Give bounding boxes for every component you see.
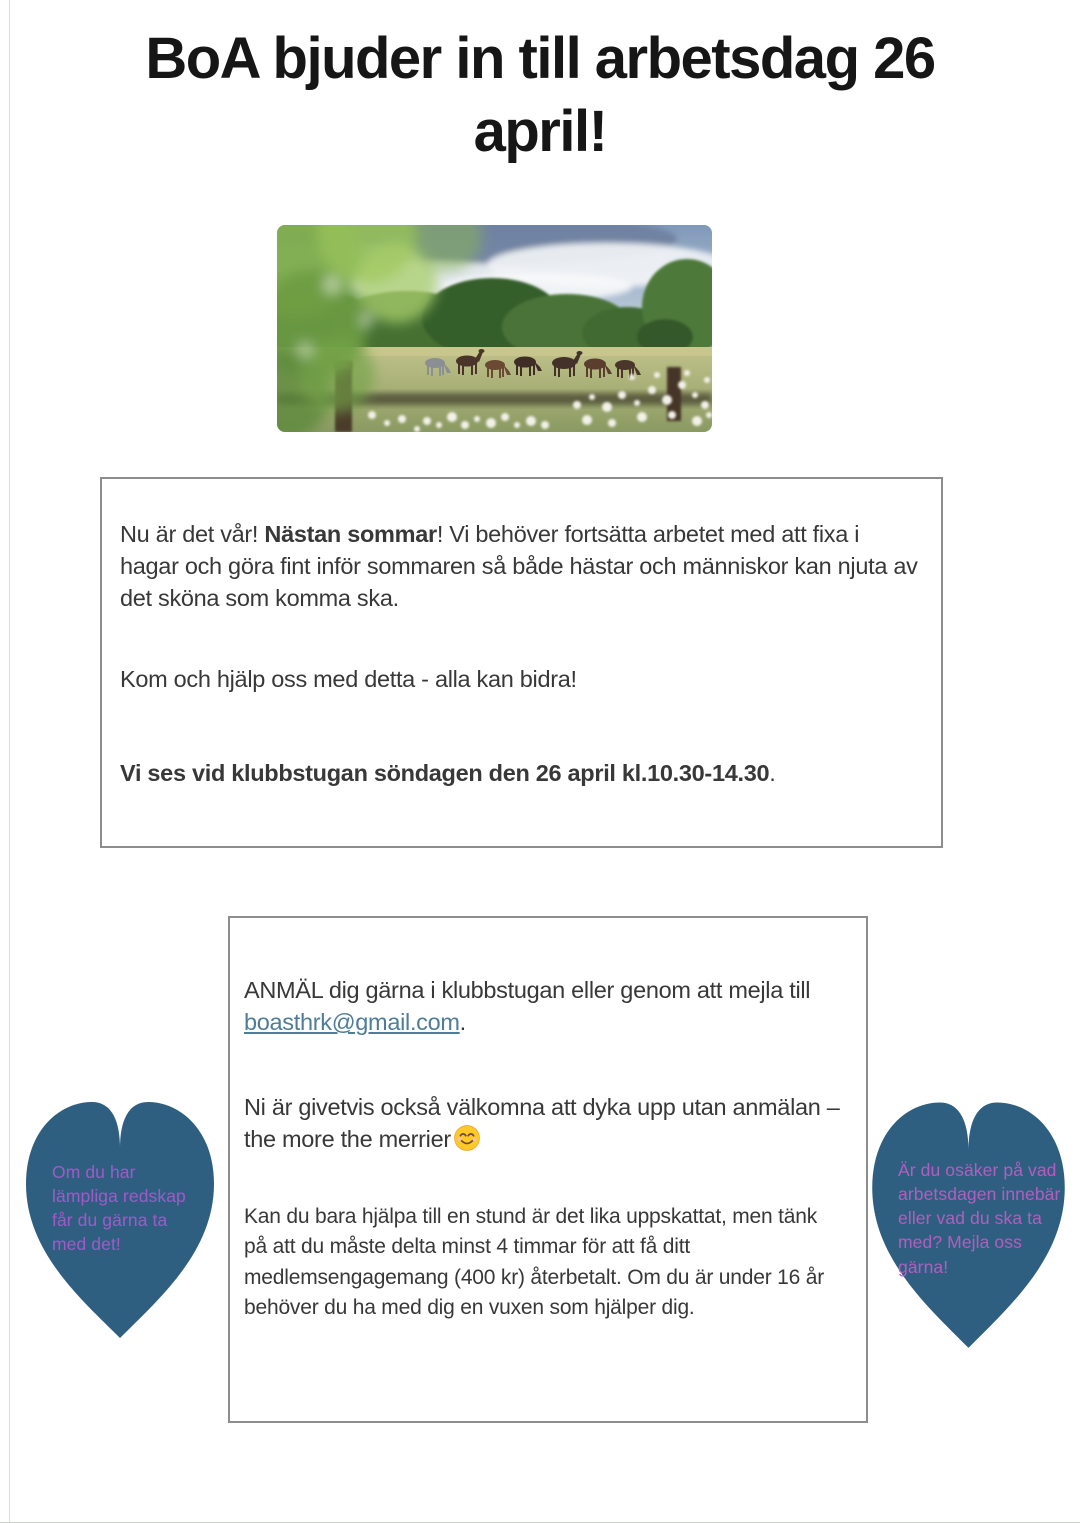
pasture-photo-illustration	[277, 225, 712, 432]
help-paragraph: Kom och hjälp oss med detta - alla kan bidra!	[120, 665, 577, 692]
intro-text-start: Nu är det vår!	[120, 521, 265, 547]
page-title-line-1: BoA bjuder in till arbetsdag 26	[145, 26, 935, 91]
page-title	[0, 22, 1080, 168]
meeting-time-bold: Vi ses vid klubbstugan söndagen den 26 april kl.10.30-14.30	[120, 759, 770, 786]
conditions-paragraph: Kan du bara hjälpa till en stund är det lika uppskattat, men tänk på att du måste delta minst 4 timmar för att få ditt medlemsengagemang (400 kr) återbetalt. Om du är under 16 år behöver du ha med dig en vuxen som hjälper dig.	[244, 1204, 825, 1319]
signup-box	[228, 916, 868, 1423]
right-heart	[862, 1090, 1075, 1350]
email-link[interactable]: boasthrk@gmail.com	[244, 1009, 460, 1036]
meeting-time-period: .	[769, 759, 776, 786]
meeting-time-paragraph	[120, 758, 921, 790]
page-title-line-2: april!	[473, 99, 607, 165]
left-heart	[16, 1090, 224, 1340]
welcome-text: Ni är givetvis också välkomna att dyka upp utan anmälan – the more the merrier	[244, 1093, 840, 1153]
signup-paragraph	[244, 974, 842, 1039]
signup-text-period: .	[459, 1009, 466, 1036]
info-box-main	[100, 477, 943, 848]
smiling-emoji-icon	[453, 1124, 481, 1152]
intro-text-bold: Nästan sommar	[264, 521, 437, 547]
intro-paragraph	[120, 519, 921, 615]
right-heart-note: Är du osäker på vad arbetsdagen innebär eller vad du ska ta med? Mejla oss gärna!	[898, 1160, 1061, 1277]
intro-text-end: ! Vi behöver fortsätta arbetet med att fixa i hagar och göra fint inför sommaren så både hästar och människor kan njuta av det sköna som komma ska.	[120, 521, 918, 611]
pasture-photo	[277, 225, 712, 432]
left-heart-note: Om du har lämpliga redskap får du gärna ta med det!	[52, 1162, 186, 1255]
welcome-paragraph	[244, 1091, 842, 1156]
signup-text-start: ANMÄL dig gärna i klubbstugan eller genom att mejla till	[244, 977, 811, 1003]
